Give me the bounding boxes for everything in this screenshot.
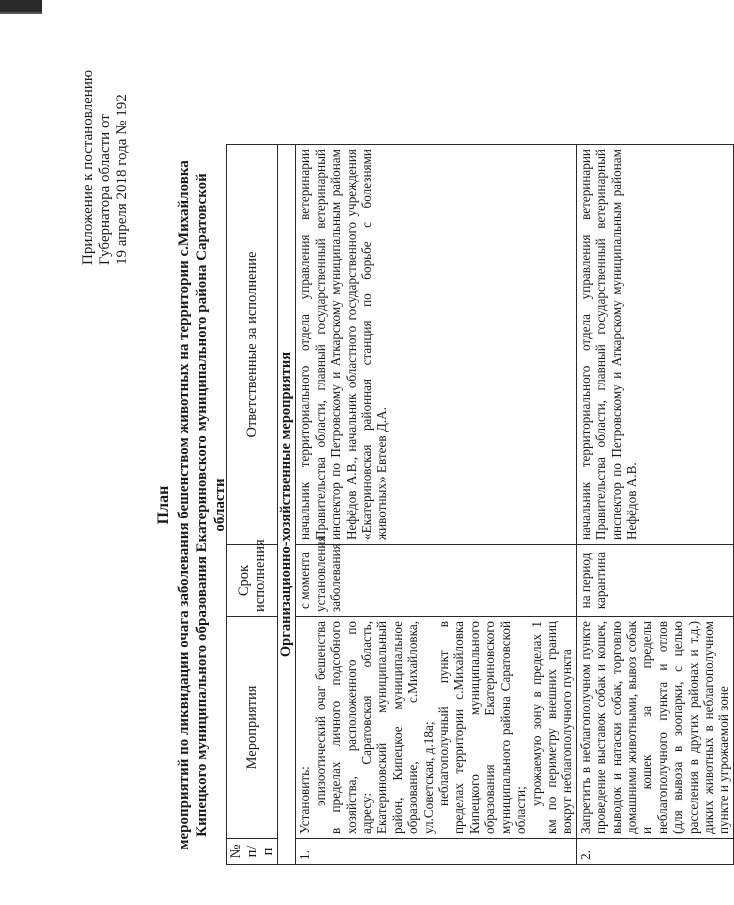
row-activity (576, 617, 733, 839)
section-row (278, 145, 296, 865)
title-line-2: Кипецкого муниципального образования Екатериновского муниципального района Саратовской области (194, 173, 228, 837)
section-title: Организационно-хозяйственные мероприятия (278, 145, 296, 865)
title-plan-word: План (155, 485, 172, 525)
activity-paragraph: Запретить в неблагополучном пункте проведение выставок собак и кошек, выводок и натаски собак, торговлю домашними животными, вывоз собак и кошек за пределы неблагополучного пункта и отлов (для вывоза в зоопарки, с целью расселения в других районах и т.д.) диких животных в неблагополучном пункте и угрожаемой зоне (577, 621, 732, 834)
table-header-row (227, 145, 278, 865)
activity-paragraph: эпизоотический очаг бешенства в пределах личного подсобного хозяйства, расположенного по адресу: Саратовская область, Екатериновский муниципальный район, Кипецкое муниципальное образование, с.Михайловка, ул.Советская, д.18а; (312, 621, 436, 834)
row-number: 1. (296, 839, 576, 865)
row-term: на период карантина (576, 545, 733, 617)
document-title (155, 145, 229, 865)
header-num: № п/п (227, 839, 278, 865)
activity-paragraph: угрожаемую зону в пределах 1 км по периметру внешних границ вокруг неблагополучного пункта (528, 621, 575, 834)
row-term: с момента установления заболевания (296, 545, 576, 617)
appendix-line-2: Губернатора области от (97, 114, 113, 265)
table-row (296, 145, 576, 865)
header-term: Срок исполнения (227, 545, 278, 617)
appendix-line-1: Приложение к постановлению (80, 69, 96, 265)
activity-paragraph: неблагополучный пункт в пределах территории с.Михайловка Кипецкого муниципального образования Екатериновского муниципального района Саратовской области; (436, 621, 529, 834)
appendix-line-3: 19 апреля 2018 года № 192 (114, 94, 130, 265)
activity-paragraph: Установить: (297, 766, 313, 834)
header-responsible: Ответственные за исполнение (227, 145, 278, 545)
row-responsible: начальник территориального отдела управления ветеринарии Правительства области, главный государственный ветеринарный инспектор по Петровскому и Аткарскому муниципальным районам Нефёдов А.В., начальник областного государственного учреждения «Екатериновская районная станция по борьбе с болезнями животных» Евтеев Д.А. (296, 145, 576, 545)
row-activity (296, 617, 576, 839)
table-row (576, 145, 733, 865)
measures-table (226, 144, 734, 865)
row-number: 2. (576, 839, 733, 865)
row-responsible: начальник территориального отдела управления ветеринарии Правительства области, главный государственный ветеринарный инспектор по Петровскому и Аткарскому муниципальным районам Нефёдов А.В. (576, 145, 733, 545)
title-line-1: мероприятий по ликвидации очага заболевания бешенством животных на территории с.Михайловка (176, 160, 192, 850)
appendix-note (80, 25, 131, 265)
header-activities: Мероприятия (227, 617, 278, 839)
